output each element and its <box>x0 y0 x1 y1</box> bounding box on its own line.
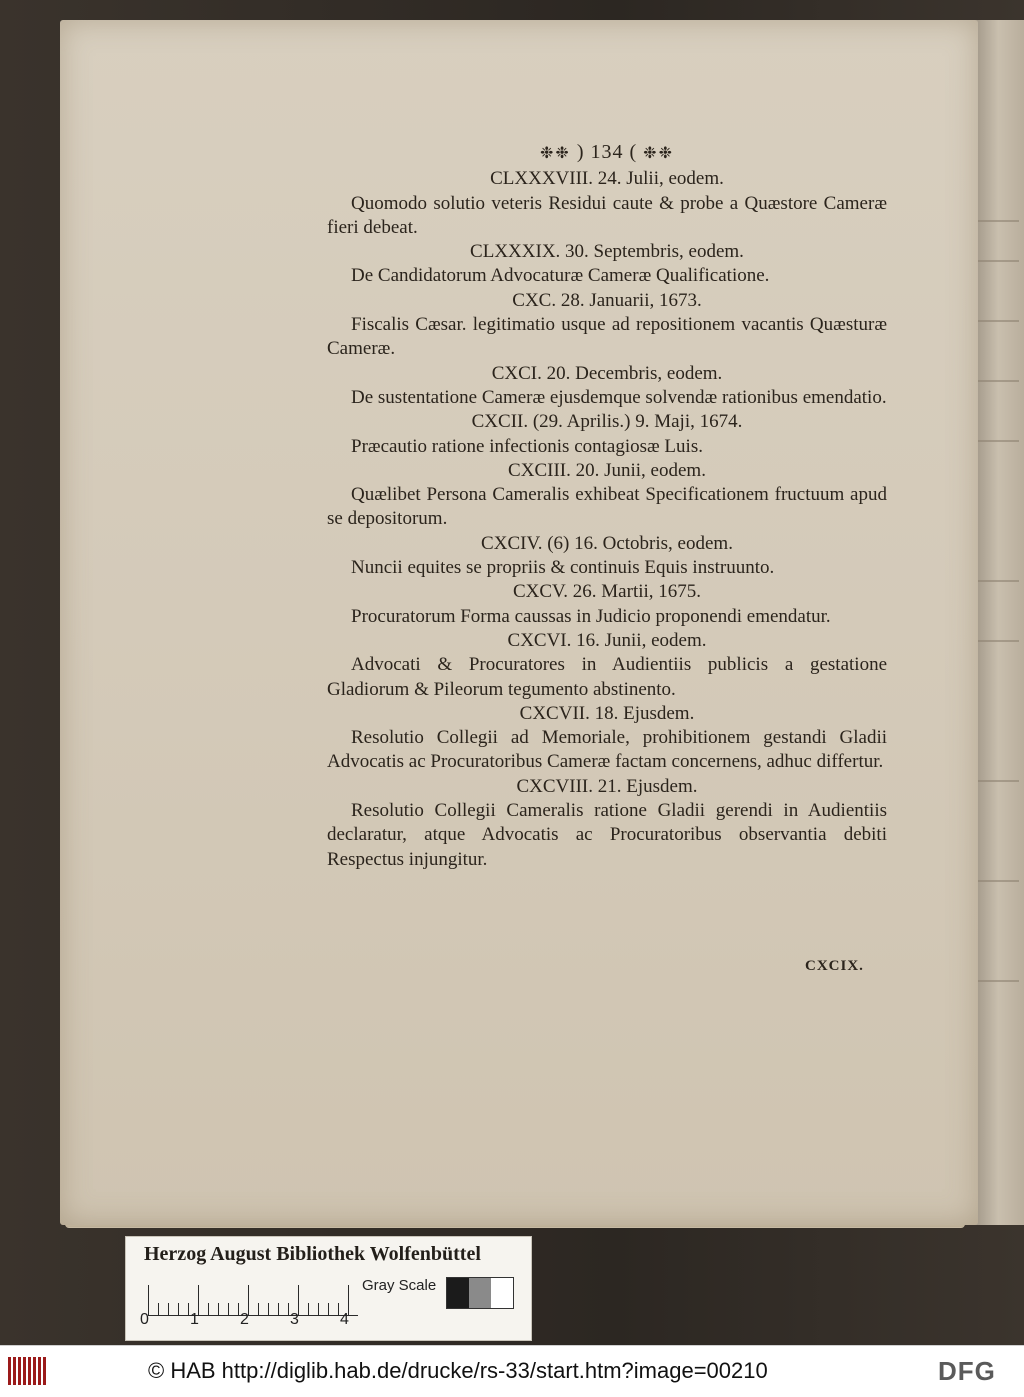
entry <box>327 240 887 289</box>
entry <box>327 289 887 362</box>
entry-text: De sustentatione Cameræ ejusdemque solvendæ rationibus emendatio. <box>351 386 887 408</box>
entry-text: Advocati & Procuratores in Audientiis publicis a gestatione Gladiorum & Pileorum tegumento abstinento. <box>327 654 887 700</box>
ornament-left-icon: ❉❉ <box>540 145 571 162</box>
entry-date: CXCII. (29. Aprilis.) 9. Maji, 1674. <box>471 411 743 433</box>
entry-date: CXCVI. 16. Junii, eodem. <box>507 629 707 651</box>
entry-text: Præcautio ratione infectionis contagiosæ Luis. <box>351 435 703 457</box>
entry-text: Resolutio Collegii ad Memoriale, prohibitionem gestandi Gladii Advocatis ac Procuratoribus Cameræ factam concernens, adhuc differtur. <box>327 727 887 773</box>
swatch-gray <box>469 1278 491 1308</box>
page-number: ) 134 ( <box>576 141 638 163</box>
entry-date: CLXXXVIII. 24. Julii, eodem. <box>490 168 724 190</box>
entry-date: CXCVII. 18. Ejusdem. <box>519 702 695 724</box>
entry <box>327 629 887 702</box>
grayscale-label: Gray Scale <box>362 1277 437 1294</box>
footer-bar <box>0 1345 1024 1397</box>
entry-text: Resolutio Collegii Cameralis ratione Gladii gerendi in Audientiis declaratur, atque Advocatis ac Procuratoribus observantia debiti Respectus injungitur. <box>327 800 887 870</box>
entry <box>327 362 887 411</box>
entry-text: Quomodo solutio veteris Residui caute & probe a Quæstore Cameræ fieri debeat. <box>327 192 887 238</box>
swatch-white <box>491 1278 513 1308</box>
library-name: Herzog August Bibliothek Wolfenbüttel <box>144 1243 481 1265</box>
ruler-number: 4 <box>340 1311 349 1328</box>
entry <box>327 702 887 775</box>
ornament-right-icon: ❉❉ <box>643 145 674 162</box>
entry <box>327 167 887 240</box>
library-label-card <box>125 1236 532 1341</box>
entry-text: Nuncii equites se propriis & continuis Equis instruunto. <box>351 557 775 579</box>
entry-date: CXCV. 26. Martii, 1675. <box>512 581 702 603</box>
entry <box>327 410 887 459</box>
footer-credit-link[interactable]: © HAB http://diglib.hab.de/drucke/rs-33/start.htm?image=00210 <box>148 1358 768 1383</box>
entry-text: Procuratorum Forma caussas in Judicio proponendi emendatur. <box>351 605 831 627</box>
ruler-number: 1 <box>190 1311 199 1328</box>
grayscale-swatches <box>446 1277 514 1309</box>
entry <box>327 580 887 629</box>
entry-date: CXCIII. 20. Junii, eodem. <box>508 459 706 481</box>
ruler-number: 0 <box>140 1311 149 1328</box>
entry-date: CLXXXIX. 30. Septembris, eodem. <box>470 241 744 263</box>
hab-logo-icon <box>8 1357 48 1385</box>
ruler-number: 2 <box>240 1311 249 1328</box>
entry-date: CXCI. 20. Decembris, eodem. <box>491 362 723 384</box>
entry <box>327 459 887 532</box>
entry <box>327 532 887 581</box>
entry-date: CXCIV. (6) 16. Octobris, eodem. <box>481 532 733 554</box>
dfg-logo: DFG <box>938 1356 996 1386</box>
entry-text: Quælibet Persona Cameralis exhibeat Specificationem fructuum apud se depositorum. <box>327 484 887 530</box>
entry-date: CXCVIII. 21. Ejusdem. <box>516 775 698 797</box>
entry <box>327 775 887 872</box>
ruler-number: 3 <box>290 1311 299 1328</box>
catchword: CXCIX. <box>805 958 864 974</box>
entry-date: CXC. 28. Januarii, 1673. <box>512 289 702 311</box>
page-text <box>327 140 887 872</box>
page-header <box>327 140 887 166</box>
swatch-black <box>447 1278 469 1308</box>
entry-text: Fiscalis Cæsar. legitimatio usque ad repositionem vacantis Quæsturæ Cameræ. <box>327 314 887 360</box>
entry-text: De Candidatorum Advocaturæ Cameræ Qualificatione. <box>351 265 770 287</box>
ruler <box>148 1285 358 1316</box>
